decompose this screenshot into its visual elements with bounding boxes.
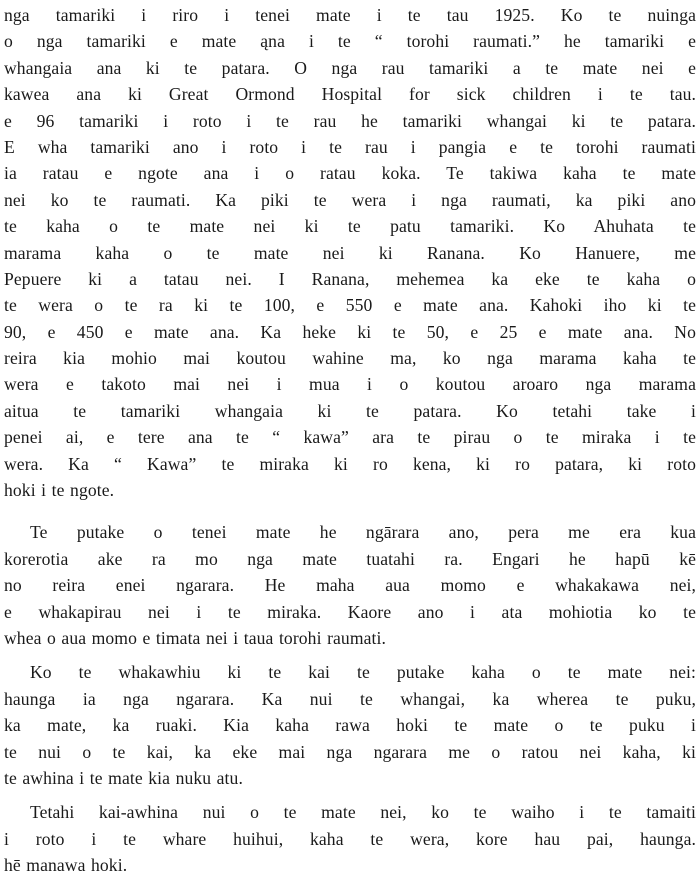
text-line: te kaha o te mate nei ki te patu tamariki. Ko Ahuhata te xyxy=(4,216,696,237)
text-line: te wera o te ra ki te 100, e 550 e mate ana. Kahoki iho ki te xyxy=(4,295,696,316)
text-line: reira kia mohio mai koutou wahine ma, ko nga marama kaha te xyxy=(4,348,696,369)
text-line: wera e takoto mai nei i mua i o koutou aroaro nga marama xyxy=(4,374,696,395)
text-line: Pepuere ki a tatau nei. I Ranana, mehemea ka eke te kaha o xyxy=(4,268,696,289)
paragraph-3 xyxy=(4,659,696,791)
paragraph-4 xyxy=(4,799,696,878)
text-line: hē manawa hoki. xyxy=(4,855,128,876)
text-line: Te putake o tenei mate he ngārara ano, pera me era kua xyxy=(30,522,696,543)
text-line: whea o aua momo e timata nei i taua torohi raumati. xyxy=(4,627,386,648)
text-line: nei ko te raumati. Ka piki te wera i nga raumati, ka piki ano xyxy=(4,189,696,210)
text-line: Tetahi kai-awhina nui o te mate nei, ko te waiho i te tamaiti xyxy=(30,802,696,823)
text-line: Ko te whakawhiu ki te kai te putake kaha o te mate nei: xyxy=(30,662,696,683)
text-line: korerotia ake ra mo nga mate tuatahi ra. Engari he hapū kē xyxy=(4,548,696,569)
text-line: wera. Ka “ Kawa” te miraka ki ro kena, ki ro patara, ki roto xyxy=(4,453,696,474)
paragraph-1 xyxy=(4,2,696,503)
text-line: no reira enei ngarara. He maha aua momo e whakakawa nei, xyxy=(4,575,696,596)
text-line: nga tamariki i riro i tenei mate i te tau 1925. Ko te nuinga xyxy=(4,5,696,25)
text-line: te awhina i te mate kia nuku atu. xyxy=(4,767,243,788)
text-line: hoki i te ngote. xyxy=(4,480,115,501)
text-line: i roto i te whare huihui, kaha te wera, kore hau pai, haunga. xyxy=(4,828,696,849)
paragraph-2 xyxy=(4,519,696,651)
text-line: E wha tamariki ano i roto i te rau i pangia e te torohi raumati xyxy=(4,136,696,157)
text-line: o nga tamariki e mate ąna i te “ torohi raumati.” he tamariki e xyxy=(4,31,696,52)
document-page xyxy=(4,2,696,879)
text-line: ka mate, ka ruaki. Kia kaha rawa hoki te mate o te puku i xyxy=(4,715,696,736)
text-line: te nui o te kai, ka eke mai nga ngarara me o ratou nei kaha, ki xyxy=(4,741,696,762)
text-line: ia ratau e ngote ana i o ratau koka. Te takiwa kaha te mate xyxy=(4,163,696,184)
text-line: kawea ana ki Great Ormond Hospital for sick children i te tau. xyxy=(4,84,696,105)
text-line: aitua te tamariki whangaia ki te patara. Ko tetahi take i xyxy=(4,400,696,421)
text-line: penei ai, e tere ana te “ kawa” ara te pirau o te miraka i te xyxy=(4,427,696,448)
text-line: 90, e 450 e mate ana. Ka heke ki te 50, e 25 e mate ana. No xyxy=(4,321,696,342)
text-line: marama kaha o te mate nei ki Ranana. Ko Hanuere, me xyxy=(4,242,696,263)
text-line: whangaia ana ki te patara. O nga rau tamariki a te mate nei e xyxy=(4,57,696,78)
text-line: haunga ia nga ngarara. Ka nui te whangai, ka wherea te puku, xyxy=(4,688,696,709)
text-line: e 96 tamariki i roto i te rau he tamariki whangai ki te patara. xyxy=(4,110,696,131)
text-line: e whakapirau nei i te miraka. Kaore ano i ata mohiotia ko te xyxy=(4,601,696,622)
